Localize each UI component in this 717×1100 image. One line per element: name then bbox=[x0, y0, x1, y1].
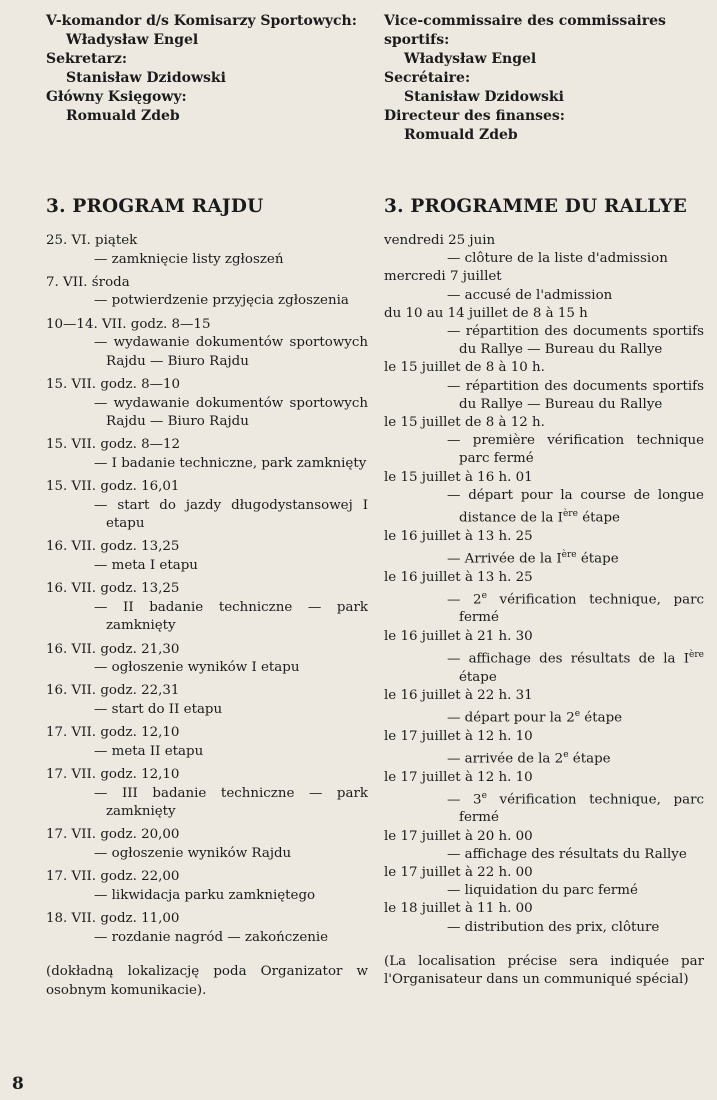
program-entry bbox=[46, 724, 368, 761]
entry-date: du 10 au 14 juillet de 8 à 15 h bbox=[384, 305, 588, 321]
location-note: (dokładną lokalizację poda Organizator w osobnym komunikacie). bbox=[46, 964, 368, 998]
entry-description: — 2e vérification technique, parc fermé bbox=[447, 590, 704, 626]
program-entry bbox=[384, 864, 704, 900]
entry-description: — I badanie techniczne, park zamknięty bbox=[94, 455, 367, 471]
program-entry bbox=[46, 436, 368, 473]
program-heading-fr: 3. PROGRAMME DU RALLYE bbox=[384, 196, 688, 217]
entry-date: le 17 juillet à 12 h. 10 bbox=[384, 728, 533, 744]
entry-date: le 15 juillet de 8 à 12 h. bbox=[384, 415, 545, 431]
entry-date: le 16 juillet à 22 h. 31 bbox=[384, 687, 533, 703]
location-note: (La localisation précise sera indiquée par l'Organisateur dans un communiqué spécial) bbox=[384, 953, 704, 988]
program-entry bbox=[46, 826, 368, 863]
staff-list-pl bbox=[46, 12, 368, 126]
entry-date: 17. VII. godz. 12,10 bbox=[46, 725, 180, 741]
entry-description: — clôture de la liste d'admission bbox=[447, 251, 668, 267]
entry-date: vendredi 25 juin bbox=[384, 233, 496, 248]
staff-name: Władysław Engel bbox=[66, 32, 199, 48]
program-entry bbox=[46, 641, 368, 678]
entry-description: — 3e vérification technique, parc fermé bbox=[447, 790, 704, 826]
program-entry bbox=[384, 268, 704, 304]
staff-role: Secrétaire: bbox=[384, 70, 471, 86]
entry-date: 17. VII. godz. 20,00 bbox=[46, 827, 180, 843]
entry-description: — distribution des prix, clôture bbox=[447, 919, 660, 935]
entry-description: — affichage des résultats du Rallye bbox=[447, 846, 687, 862]
entry-date: le 16 juillet à 13 h. 25 bbox=[384, 569, 533, 585]
entry-description: — affichage des résultats de la Ière étape bbox=[447, 649, 704, 685]
staff-name: Romuald Zdeb bbox=[404, 127, 518, 143]
entry-description: — Arrivée de la Ière étape bbox=[447, 549, 619, 567]
staff-name: Stanisław Dzidowski bbox=[66, 70, 226, 86]
staff-name: Władysław Engel bbox=[404, 51, 537, 67]
entry-date: 10—14. VII. godz. 8—15 bbox=[46, 316, 211, 332]
entry-description: — wydawanie dokumentów sportowych Rajdu — Biuro Rajdu bbox=[94, 335, 368, 369]
entry-date: le 16 juillet à 21 h. 30 bbox=[384, 628, 533, 644]
staff-role: Directeur des finanses: bbox=[384, 108, 565, 124]
entry-description: — répartition des documents sportifs du Rallye — Bureau du Rallye bbox=[447, 378, 704, 412]
program-entry bbox=[384, 469, 704, 528]
entry-date: 17. VII. godz. 22,00 bbox=[46, 869, 180, 885]
entry-date: le 17 juillet à 12 h. 10 bbox=[384, 769, 533, 785]
entry-date: 15. VII. godz. 8—10 bbox=[46, 376, 181, 392]
staff-name: Romuald Zdeb bbox=[66, 108, 180, 124]
page-number: 8 bbox=[12, 1074, 24, 1094]
entry-date: le 16 juillet à 13 h. 25 bbox=[384, 528, 533, 544]
program-entry bbox=[46, 682, 368, 719]
program-entry bbox=[384, 828, 704, 864]
entry-description: — meta II etapu bbox=[94, 743, 204, 759]
entry-date: 16. VII. godz. 22,31 bbox=[46, 683, 180, 699]
program-entry bbox=[46, 478, 368, 534]
entry-description: — wydawanie dokumentów sportowych Rajdu — Biuro Rajdu bbox=[94, 395, 368, 430]
french-column bbox=[384, 0, 704, 988]
program-entry bbox=[46, 910, 368, 947]
staff-role: V-komandor d/s Komisarzy Sportowych: bbox=[46, 13, 357, 29]
program-entry bbox=[384, 900, 704, 936]
entry-description: — start do II etapu bbox=[94, 702, 223, 717]
program-entry bbox=[384, 232, 704, 268]
entry-description: — start do jazdy długodystansowej I etapu bbox=[94, 497, 368, 532]
entry-date: mercredi 7 juillet bbox=[384, 269, 502, 285]
entry-description: — meta I etapu bbox=[94, 558, 198, 574]
program-list-pl bbox=[46, 232, 368, 1000]
staff-name: Stanisław Dzidowski bbox=[404, 89, 564, 105]
entry-date: 18. VII. godz. 11,00 bbox=[46, 910, 180, 926]
entry-date: 16. VII. godz. 13,25 bbox=[46, 581, 180, 597]
program-entry bbox=[384, 728, 704, 769]
entry-description: — départ pour la course de longue distance de la Ière étape bbox=[447, 487, 704, 526]
entry-date: le 17 juillet à 20 h. 00 bbox=[384, 828, 533, 844]
entry-date: 15. VII. godz. 16,01 bbox=[46, 479, 180, 495]
program-entry bbox=[46, 274, 368, 311]
program-entry bbox=[46, 232, 368, 269]
staff-role: Główny Księgowy: bbox=[46, 89, 187, 105]
entry-date: le 18 juillet à 11 h. 00 bbox=[384, 901, 533, 917]
entry-description: — II badanie techniczne — park zamknięty bbox=[94, 599, 368, 634]
entry-description: — likwidacja parku zamkniętego bbox=[94, 887, 316, 903]
staff-role: Vice-commissaire des commissaires sportifs: bbox=[384, 13, 666, 48]
entry-date: 17. VII. godz. 12,10 bbox=[46, 766, 180, 782]
program-entry bbox=[384, 414, 704, 469]
staff-list-fr bbox=[384, 12, 704, 145]
entry-date: le 17 juillet à 22 h. 00 bbox=[384, 864, 533, 880]
program-entry bbox=[46, 868, 368, 905]
staff-role: Sekretarz: bbox=[46, 51, 128, 67]
program-entry bbox=[384, 305, 704, 360]
entry-date: 16. VII. godz. 13,25 bbox=[46, 539, 180, 555]
entry-description: — départ pour la 2e étape bbox=[447, 708, 623, 726]
entry-date: le 15 juillet à 16 h. 01 bbox=[384, 469, 533, 485]
entry-description: — ogłoszenie wyników Rajdu bbox=[94, 845, 292, 861]
program-entry bbox=[384, 359, 704, 414]
entry-date: 25. VI. piątek bbox=[46, 233, 138, 248]
entry-description: — répartition des documents sportifs du Rallye — Bureau du Rallye bbox=[447, 324, 704, 358]
entry-description: — première vérification technique parc fermé bbox=[447, 433, 704, 467]
entry-date: 7. VII. środa bbox=[46, 274, 130, 290]
entry-description: — zamknięcie listy zgłoszeń bbox=[94, 251, 284, 267]
entry-date: 15. VII. godz. 8—12 bbox=[46, 437, 181, 453]
program-entry bbox=[384, 769, 704, 828]
program-entry bbox=[384, 687, 704, 728]
program-list-fr bbox=[384, 232, 704, 990]
entry-description: — accusé de l'admission bbox=[447, 287, 613, 303]
program-entry bbox=[384, 569, 704, 628]
program-entry bbox=[46, 580, 368, 636]
program-entry bbox=[46, 376, 368, 432]
program-entry bbox=[46, 316, 368, 372]
entry-description: — rozdanie nagród — zakończenie bbox=[94, 929, 329, 945]
program-entry bbox=[46, 538, 368, 575]
entry-date: le 15 juillet de 8 à 10 h. bbox=[384, 360, 545, 376]
entry-description: — liquidation du parc fermé bbox=[447, 883, 638, 899]
program-entry bbox=[384, 528, 704, 569]
entry-description: — ogłoszenie wyników I etapu bbox=[94, 660, 300, 676]
entry-description: — potwierdzenie przyjęcia zgłoszenia bbox=[94, 293, 349, 309]
program-entry bbox=[46, 766, 368, 822]
entry-description: — arrivée de la 2e étape bbox=[447, 749, 611, 767]
polish-column bbox=[46, 0, 368, 998]
entry-date: 16. VII. godz. 21,30 bbox=[46, 641, 180, 657]
program-heading-pl: 3. PROGRAM RAJDU bbox=[46, 196, 264, 217]
program-entry bbox=[384, 628, 704, 687]
entry-description: — III badanie techniczne — park zamknięty bbox=[94, 785, 368, 820]
